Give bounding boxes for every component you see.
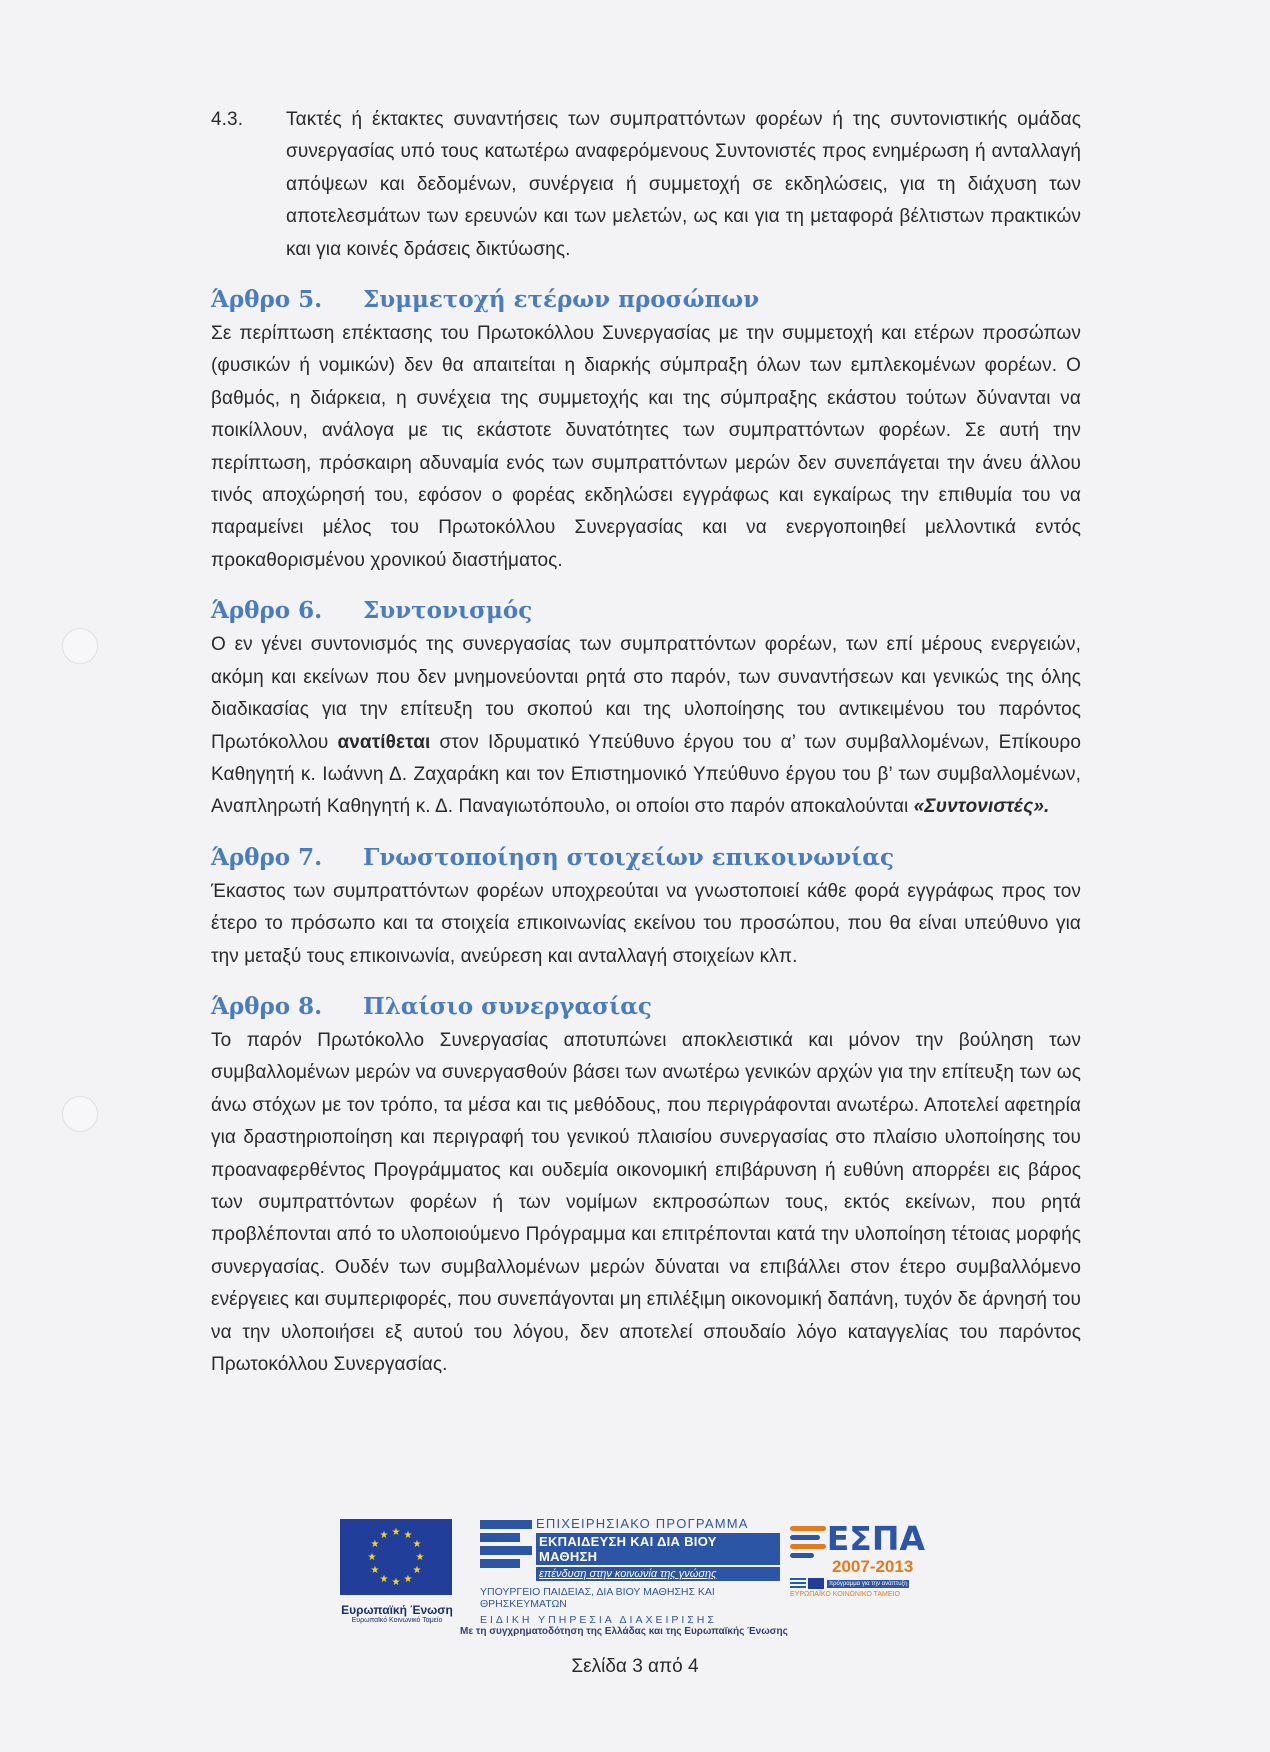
svg-text:★: ★ (412, 1539, 422, 1550)
managing-authority: ΕΙΔΙΚΗ ΥΠΗΡΕΣΙΑ ΔΙΑΧΕΙΡΙΣΗΣ (480, 1614, 717, 1626)
punch-hole (62, 628, 98, 664)
article-number: Άρθρο 5. (211, 286, 323, 314)
article-6-body (211, 629, 1081, 823)
clause-4-3 (211, 104, 1081, 266)
article-title: Συντονισμός (363, 597, 533, 625)
programme-line-1: ΕΠΙΧΕΙΡΗΣΙΑΚΟ ΠΡΟΓΡΑΜΜΑ (536, 1516, 749, 1531)
espa-waves-icon (790, 1520, 825, 1558)
eu-subcaption: Ευρωπαϊκό Κοινωνικό Ταμείο (351, 1617, 443, 1624)
article-number: Άρθρο 7. (211, 843, 323, 871)
article-6-text-part1: Ο εν γένει συντονισμός της συνεργασίας των συμπραττόντων φορέων, των επί μέρους ενεργειών, ακόμη και εκείνων που δεν μνημονεύονται ρητά στο παρόν, των συναντήσεων και γενικώς της όλης διαδικασίας για την επίτευξη του σκοπού και της υλοποίησης του αντικειμένου του παρόντος Πρωτόκολλου (211, 634, 1081, 753)
svg-text:★: ★ (403, 1574, 413, 1585)
article-7-heading (211, 824, 1081, 876)
espa-name: ΕΣΠΑ (826, 1519, 925, 1558)
article-number: Άρθρο 8. (211, 992, 323, 1020)
article-5-heading (211, 266, 1081, 318)
greek-flag-icon (790, 1578, 806, 1589)
article-8-body: Το παρόν Πρωτόκολλο Συνεργασίας αποτυπώνει αποκλειστικά και μόνον την βούληση των συμβαλλομένων μερών να συνεργασθούν βάσει των ανωτέρω γενικών αρχών για την επίτευξη των ως άνω στόχων με τον τρόπο, τα μέσα και τις μεθόδους, που περιγράφονται ανωτέρω. Αποτελεί αφετηρία για δραστηριοποίηση και περιγραφή του γενικού πλαισίου συνεργασίας στο πλαίσιο υλοποίησης του προαναφερθέντος Προγράμματος και ουδεμία οικονομική επιβάρυνση ή ευθύνη απορρέει εις βάρος των συμπραττόντων φορέων ή των νομίμων εκπροσώπων τους, εκτός εκείνων, που ρητά προβλέπονται από το υλοποιούμενο Πρόγραμμα και επιτρέπονται κατά την υλοποίηση τέτοιας μορφής συνεργασίας. Ουδέν των συμβαλλομένων μερών δύναται να επιβάλλει στον έτερο συμβαλλόμενο ενέργειες και συμπεριφορές, που συνεπάγονται μη επιλέξιμη οικονομική δαπάνη, τυχόν δε άρνησή του να την υλοποιήσει εξ αυτού του λόγου, δεν αποτελεί σπουδαίο λόγο καταγγελίας του παρόντος Πρωτοκόλλου Συνεργασίας. (211, 1029, 1081, 1375)
article-6-heading (211, 577, 1081, 629)
svg-text:★: ★ (391, 1577, 401, 1588)
article-title: Πλαίσιο συνεργασίας (363, 992, 652, 1020)
svg-text:★: ★ (367, 1552, 377, 1563)
svg-text:★: ★ (370, 1539, 380, 1550)
programme-mark-icon (480, 1516, 532, 1576)
eu-logo (340, 1519, 454, 1624)
cofunding-note: Με τη συγχρηματοδότηση της Ελλάδας και της Ευρωπαϊκής Ένωσης (460, 1626, 788, 1637)
espa-years: 2007-2013 (832, 1557, 914, 1576)
article-title: Συμμετοχή ετέρων προσώπων (363, 286, 760, 314)
punch-hole (62, 1096, 98, 1132)
ministry-name: ΥΠΟΥΡΓΕΙΟ ΠΑΙΔΕΙΑΣ, ΔΙΑ ΒΙΟΥ ΜΑΘΗΣΗΣ ΚΑΙ ΘΡΗΣΚΕΥΜΑΤΩΝ (480, 1586, 715, 1610)
espa-fund-name: ΕΥΡΩΠΑΪΚΟ ΚΟΙΝΩΝΙΚΟ ΤΑΜΕΙΟ (790, 1591, 900, 1598)
article-5-body: Σε περίπτωση επέκτασης του Πρωτοκόλλου Συνεργασίας με την συμμετοχή και ετέρων προσώπων (φυσικών ή νομικών) δεν θα απαιτείται η διαρκής σύμπραξη όλων των εμπλεκομένων φορέων. Ο βαθμός, η διάρκεια, η συνέχεια της συμμετοχής και της σύμπραξης εκάστου τούτων δύνανται να ποικίλλουν, ανάλογα με τις εκάστοτε δυνατότητες των συμπραττόντων φορέων. Σε αυτή την περίπτωση, πρόσκαιρη αδυναμία ενός των συμπραττόντων μερών δεν συνεπάγεται την άνευ άλλου τινός αποχώρησή του, εφόσον ο φορέας εκδηλώσει εγγράφως και εγκαίρως την επιθυμία του να παραμείνει μέλος του Πρωτοκόλλου Συνεργασίας και να ενεργοποιηθεί μελλοντικά εντός προκαθορισμένου χρονικού διαστήματος. (211, 323, 1081, 571)
eu-caption: Ευρωπαϊκή Ένωση (341, 1603, 453, 1617)
espa-logo (790, 1520, 925, 1598)
eu-small-flag-icon (808, 1578, 824, 1589)
programme-line-2: ΕΚΠΑΙΔΕΥΣΗ ΚΑΙ ΔΙΑ ΒΙΟΥ ΜΑΘΗΣΗ (536, 1533, 780, 1565)
svg-text:★: ★ (379, 1530, 389, 1541)
svg-text:★: ★ (379, 1574, 389, 1585)
espa-slogan: πρόγραμμα για την ανάπτυξη (829, 1580, 908, 1587)
article-number: Άρθρο 6. (211, 597, 323, 625)
svg-text:★: ★ (412, 1565, 422, 1576)
eu-flag-icon (340, 1519, 452, 1595)
article-title: Γνωστοποίηση στοιχείων επικοινωνίας (363, 843, 894, 871)
article-6-coordinators-term: «Συντονιστές». (913, 796, 1050, 818)
svg-text:★: ★ (403, 1530, 413, 1541)
svg-text:★: ★ (415, 1552, 425, 1563)
clause-number: 4.3. (211, 109, 244, 130)
article-6-text-part2: στον Ιδρυματικό Υπεύθυνο έργου του α’ των συμβαλλομένων, Επίκουρο Καθηγητή κ. Ιωάννη Δ. Ζαχαράκη και τον Επιστημονικό Υπεύθυνο έργου του β’ των συμβαλλομένων, Αναπληρωτή Καθηγητή κ. Δ. Παναγιωτόπουλο, οι οποίοι στο παρόν αποκαλούνται (211, 731, 1081, 818)
article-8-heading (211, 973, 1081, 1025)
programme-line-3: επένδυση στην κοινωνία της γνώσης (536, 1567, 780, 1581)
article-6-bold-term: ανατίθεται (337, 731, 431, 753)
operational-programme-logo (480, 1516, 780, 1626)
svg-text:★: ★ (391, 1527, 401, 1538)
article-7-body: Έκαστος των συμπραττόντων φορέων υποχρεούται να γνωστοποιεί κάθε φορά εγγράφως προς τον έτερο το πρόσωπο και τα στοιχεία επικοινωνίας εκείνου του προσώπου, που θα είναι υπεύθυνο για την μεταξύ τους επικοινωνία, ανεύρεση και ανταλλαγή στοιχείων κλπ. (211, 880, 1081, 967)
page-number: Σελίδα 3 από 4 (571, 1656, 699, 1677)
funding-logos (340, 1516, 940, 1641)
clause-text: Τακτές ή έκτακτες συναντήσεις των συμπραττόντων φορέων ή της συντονιστικής ομάδας συνεργασίας υπό τους κατωτέρω αναφερόμενους Συντονιστές προς ενημέρωση ή ανταλλαγή απόψεων και δεδομένων, συνέργεια ή συμμετοχή σε εκδηλώσεις, για τη διάχυση των αποτελεσμάτων των ερευνών και των μελετών, ως και για τη μεταφορά βέλτιστων πρακτικών και για κοινές δράσεις δικτύωσης. (286, 109, 1081, 260)
svg-text:★: ★ (370, 1565, 380, 1576)
document-body (211, 104, 1081, 1381)
